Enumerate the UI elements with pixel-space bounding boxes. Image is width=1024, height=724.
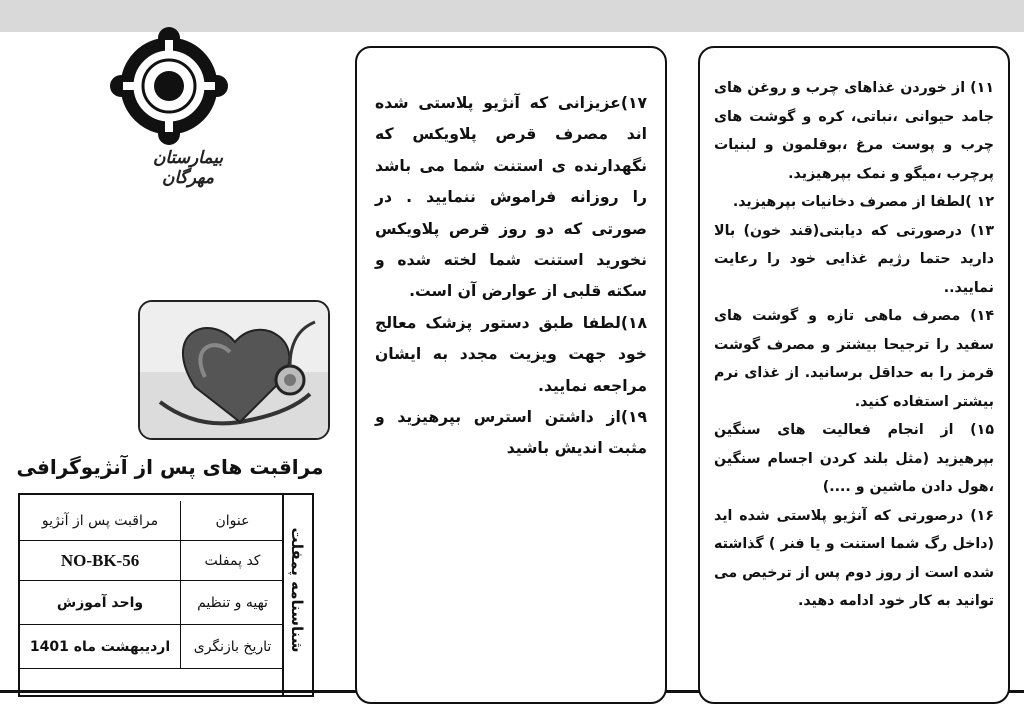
paragraph: ۱۱) از خوردن غذاهای چرب و روغن های جامد حیوانی ،نباتی، کره و گوشت های چرب و پوست مرغ ،بوقلمون و لبنیات پرچرب ،میگو و نمک بپرهیزید. [714,80,994,182]
row-label: تهیه و تنظیم [180,581,284,624]
paragraph: ۱۷)عزیزانی که آنژیو پلاستی شده اند مصرف قرص پلاویکس که نگهدارنده ی استنت شما می باشد را روزانه فراموش ننمایید . در صورتی که دو روز قرص پلاویکس نخورید استنت شما لخته شده و سکته قلبی از عوارض آن است. [375,94,647,301]
row-label: کد پمفلت [180,541,284,580]
row-label: عنوان [180,501,284,540]
paragraph: ۱۴) مصرف ماهی تازه و گوشت های سفید را ترجیحا بیشتر و مصرف گوشت قرمز را به حداقل برسانید. از غذای نرم بیشتر استفاده کنید. [714,308,994,410]
id-table-side-label: شناسنامه پمفلت [288,527,306,653]
row-value: مراقبت پس از آنژیو [41,512,159,529]
id-table-side-column [282,495,312,695]
page-title: مراقبت های پس از آنژیوگرافی [16,455,324,479]
paragraph: ۱۹)از داشتن استرس بپرهیزید و مثبت اندیش باشید [375,408,647,458]
paragraph: ۱۵) از انجام فعالیت های سنگین بپرهیزید (مثل بلند کردن اجسام سنگین ،هول دادن ماشین و ....) [714,422,994,495]
row-value: NO-BK-56 [60,550,140,570]
middle-panel [355,46,667,704]
pamphlet-id-table [18,493,314,697]
paragraph: ۱۳) درصورتی که دیابتی(قند خون) بالا دارید حتما رژیم غذایی خود را رعایت نمایید.. [714,222,994,296]
paragraph: ۱۶) درصورتی که آنژیو پلاستی شده اید (داخل رگ شما استنت و یا فنر ) گذاشته شده است از روز دوم پس از ترخیص می توانید به کار خود ادامه دهید. [714,507,994,609]
table-row [20,501,284,541]
table-row [20,581,284,625]
paragraph: ۱۲ )لطفا از مصرف دخانیات بپرهیزید. [732,194,994,210]
row-label: تاریخ بازنگری [180,625,284,668]
paragraph: ۱۸)لطفا طبق دستور پزشک معالج خود جهت ویزیت مجدد به ایشان مراجعه نمایید. [375,313,647,395]
table-row [20,541,284,581]
table-row [20,625,284,669]
right-panel [698,46,1010,704]
heart-stethoscope-image [138,300,330,440]
hospital-logo-icon [104,22,234,150]
row-value: اردیبهشت ماه 1401 [29,638,171,655]
row-value: واحد آموزش [56,594,144,611]
hospital-name-caption: بیمارستان مهرگان [152,148,224,188]
